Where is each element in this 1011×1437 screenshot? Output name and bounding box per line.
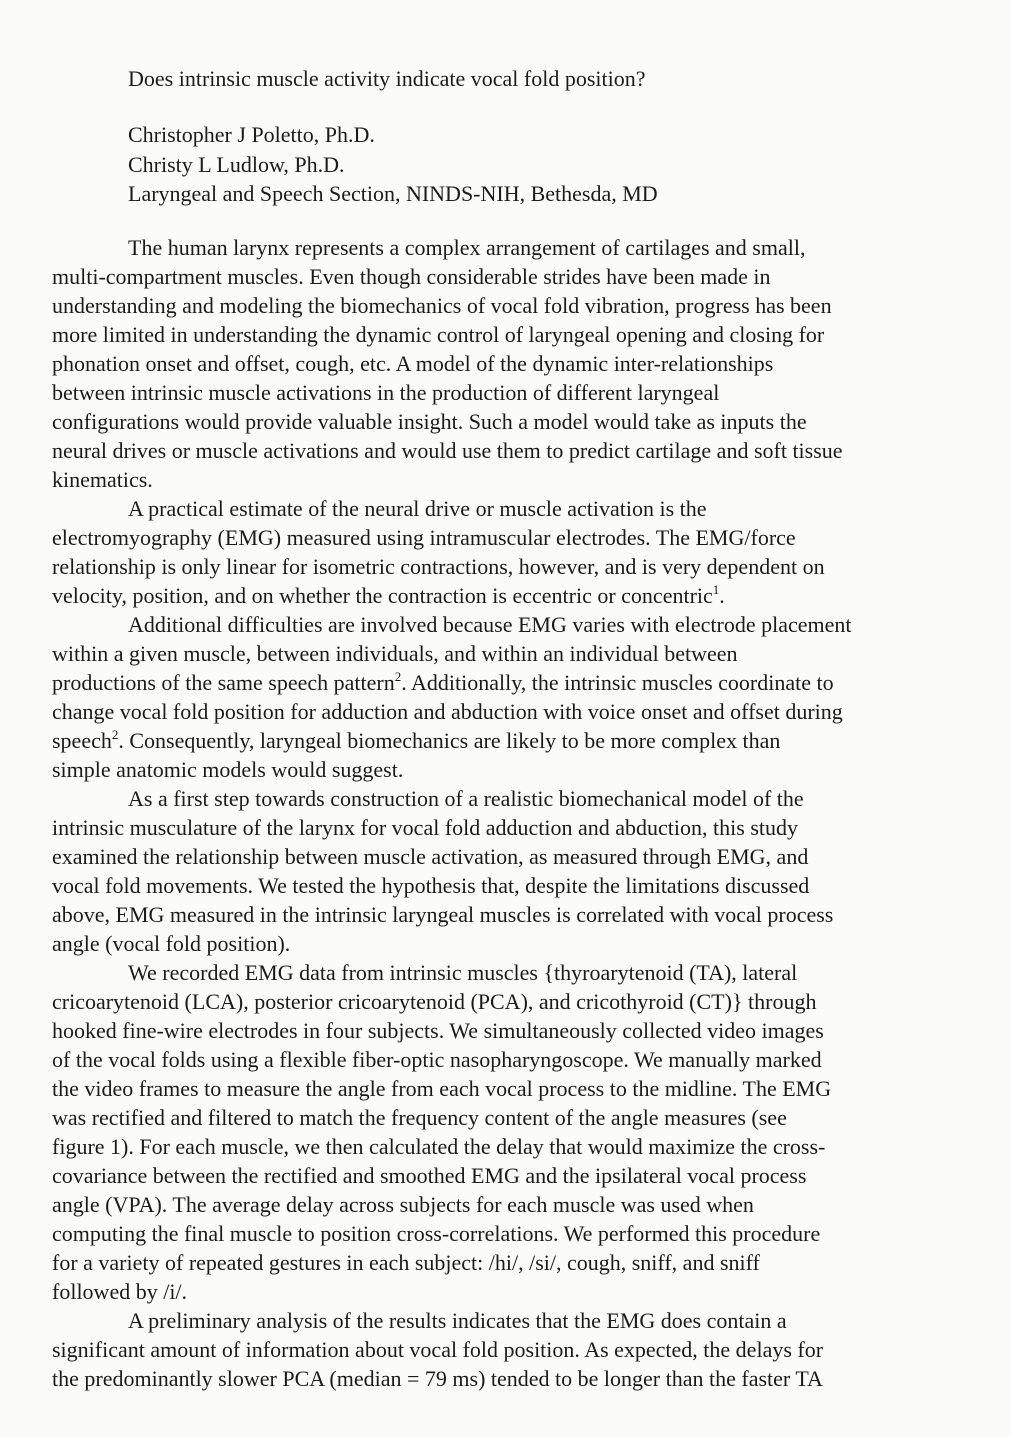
citation-superscript: 1 — [712, 582, 720, 597]
text-line — [52, 1074, 956, 1103]
text-line-content: simple anatomic models would suggest. — [52, 757, 404, 782]
text-line — [52, 349, 956, 378]
text-line-content: A practical estimate of the neural drive or muscle activation is the — [128, 496, 707, 521]
text-line-content: within a given muscle, between individuals, and within an individual between — [52, 641, 738, 666]
text-line-content: for a variety of repeated gestures in each subject: /hi/, /si/, cough, sniff, and sniff — [52, 1250, 760, 1275]
citation-superscript: 2 — [394, 669, 402, 684]
text-line — [52, 291, 956, 320]
text-line — [52, 1248, 956, 1277]
text-line-content: examined the relationship between muscle activation, as measured through EMG, and — [52, 844, 809, 869]
text-line-content: As a first step towards construction of a realistic biomechanical model of the — [128, 786, 804, 811]
text-line — [52, 1306, 956, 1335]
text-line-content: multi-compartment muscles. Even though considerable strides have been made in — [52, 264, 771, 289]
affiliation: Laryngeal and Speech Section, NINDS-NIH, Bethesda, MD — [128, 181, 658, 206]
text-line-content: vocal fold movements. We tested the hypothesis that, despite the limitations discussed — [52, 873, 810, 898]
text-line-content: electromyography (EMG) measured using intramuscular electrodes. The EMG/force — [52, 525, 796, 550]
text-line-content: above, EMG measured in the intrinsic laryngeal muscles is correlated with vocal process — [52, 902, 834, 927]
text-line-content: was rectified and filtered to match the frequency content of the angle measures (see — [52, 1105, 787, 1130]
text-line-content: of the vocal folds using a flexible fiber-optic nasopharyngoscope. We manually marked — [52, 1047, 822, 1072]
text-line-continuation: . Consequently, laryngeal biomechanics are likely to be more complex than — [118, 728, 781, 753]
text-line-content: relationship is only linear for isometric contractions, however, and is very dependent on — [52, 554, 825, 579]
text-line — [52, 668, 956, 697]
text-line — [52, 1335, 956, 1364]
paper-title: Does intrinsic muscle activity indicate vocal fold position? — [128, 66, 646, 91]
text-line — [52, 1190, 956, 1219]
text-line-content: The human larynx represents a complex arrangement of cartilages and small, — [128, 235, 806, 260]
text-line-content: covariance between the rectified and smoothed EMG and the ipsilateral vocal process — [52, 1163, 807, 1188]
text-line — [52, 639, 956, 668]
text-line — [52, 436, 956, 465]
text-line — [52, 1277, 956, 1306]
text-line — [52, 262, 956, 291]
text-line-content: phonation onset and offset, cough, etc. A model of the dynamic inter-relationships — [52, 351, 774, 376]
text-line — [52, 610, 956, 639]
text-line-content: A preliminary analysis of the results indicates that the EMG does contain a — [128, 1308, 787, 1333]
text-line-content: more limited in understanding the dynamic control of laryngeal opening and closing for — [52, 322, 825, 347]
author-block — [128, 120, 658, 209]
text-line-content: angle (VPA). The average delay across subjects for each muscle was used when — [52, 1192, 754, 1217]
text-line — [52, 1132, 956, 1161]
text-line-continuation: . — [719, 583, 725, 608]
text-line-content: We recorded EMG data from intrinsic muscles {thyroarytenoid (TA), lateral — [128, 960, 798, 985]
text-line-content: significant amount of information about vocal fold position. As expected, the delays for — [52, 1337, 824, 1362]
text-line-content: hooked fine-wire electrodes in four subjects. We simultaneously collected video images — [52, 1018, 824, 1043]
text-line — [52, 900, 956, 929]
text-line — [52, 726, 956, 755]
text-line — [52, 697, 956, 726]
text-line — [52, 407, 956, 436]
text-line — [52, 1364, 956, 1393]
text-line-content: change vocal fold position for adduction and abduction with voice onset and offset during — [52, 699, 843, 724]
text-line-continuation: . Additionally, the intrinsic muscles coordinate to — [401, 670, 834, 695]
text-line — [52, 813, 956, 842]
text-line-content: the video frames to measure the angle from each vocal process to the midline. The EMG — [52, 1076, 832, 1101]
text-line — [52, 1016, 956, 1045]
text-line — [52, 958, 956, 987]
text-line — [52, 755, 956, 784]
text-line — [52, 871, 956, 900]
text-line — [52, 784, 956, 813]
citation-superscript: 2 — [111, 727, 119, 742]
text-line — [52, 581, 956, 610]
text-line — [52, 1161, 956, 1190]
author-1: Christopher J Poletto, Ph.D. — [128, 122, 375, 147]
text-line-content: configurations would provide valuable insight. Such a model would take as inputs the — [52, 409, 807, 434]
text-line-content: understanding and modeling the biomechanics of vocal fold vibration, progress has been — [52, 293, 832, 318]
text-line — [52, 929, 956, 958]
body-text — [52, 233, 956, 1393]
text-line — [52, 1103, 956, 1132]
text-line-content: Additional difficulties are involved because EMG varies with electrode placement — [128, 612, 852, 637]
text-line — [52, 320, 956, 349]
text-line — [52, 378, 956, 407]
text-line-content: cricoarytenoid (LCA), posterior cricoarytenoid (PCA), and cricothyroid (CT)} through — [52, 989, 817, 1014]
text-line-content: angle (vocal fold position). — [52, 931, 291, 956]
text-line-content: speech — [52, 728, 112, 753]
text-line-content: productions of the same speech pattern — [52, 670, 395, 695]
author-2: Christy L Ludlow, Ph.D. — [128, 151, 345, 177]
text-line-content: the predominantly slower PCA (median = 79 ms) tended to be longer than the faster TA — [52, 1366, 823, 1391]
text-line-content: kinematics. — [52, 467, 153, 492]
text-line — [52, 465, 956, 494]
text-line-content: computing the final muscle to position cross-correlations. We performed this procedure — [52, 1221, 821, 1246]
text-line — [52, 523, 956, 552]
text-line — [52, 1045, 956, 1074]
text-line — [52, 1219, 956, 1248]
text-line — [52, 494, 956, 523]
text-line-content: followed by /i/. — [52, 1279, 188, 1304]
text-line — [52, 842, 956, 871]
text-line-content: between intrinsic muscle activations in the production of different laryngeal — [52, 380, 720, 405]
text-line — [52, 552, 956, 581]
text-line — [52, 987, 956, 1016]
text-line-content: figure 1). For each muscle, we then calculated the delay that would maximize the cross- — [52, 1134, 826, 1159]
text-line-content: velocity, position, and on whether the contraction is eccentric or concentric — [52, 583, 713, 608]
text-line-content: intrinsic musculature of the larynx for vocal fold adduction and abduction, this study — [52, 815, 798, 840]
text-line-content: neural drives or muscle activations and would use them to predict cartilage and soft tissue — [52, 438, 843, 463]
text-line — [52, 233, 956, 262]
